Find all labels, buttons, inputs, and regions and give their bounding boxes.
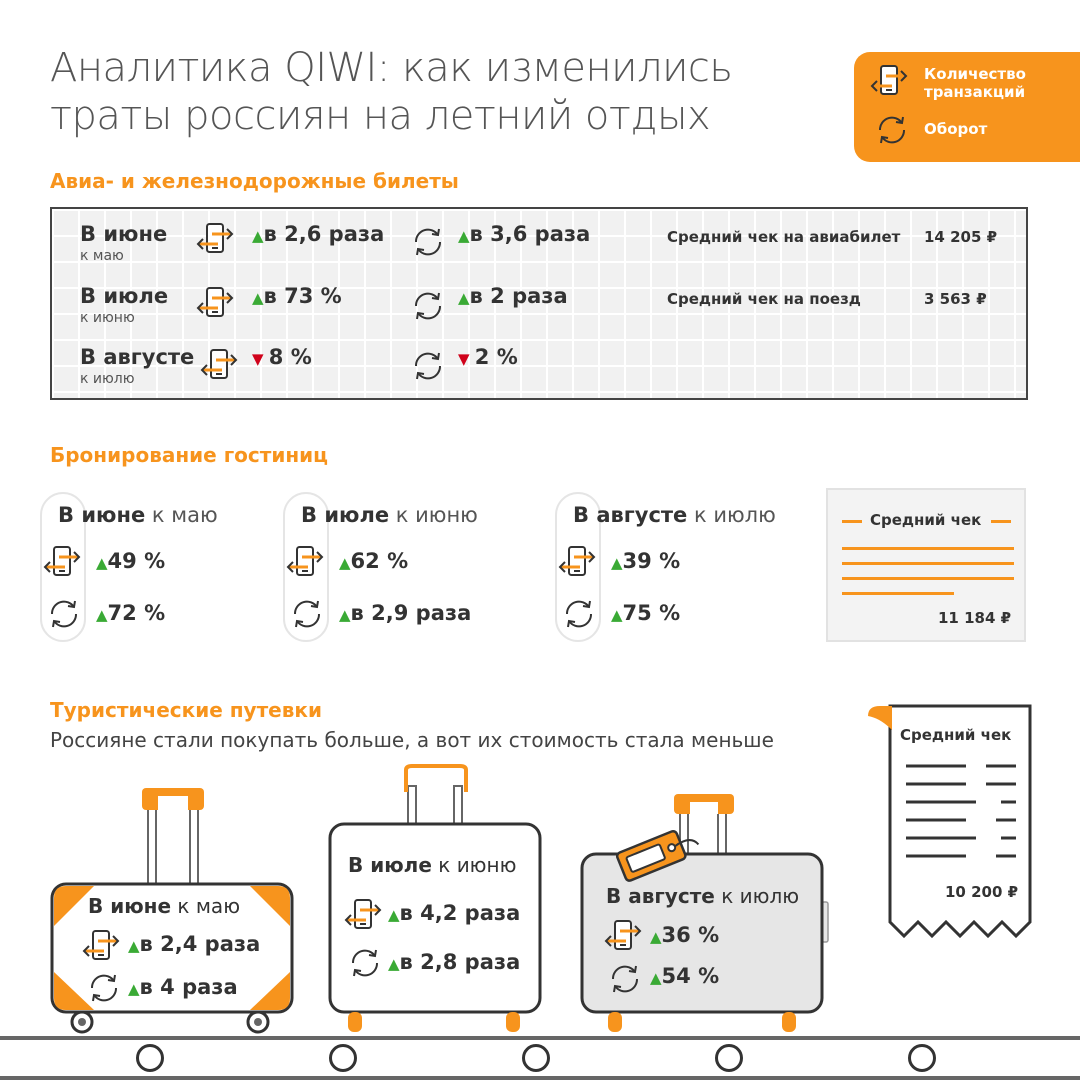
conveyor-belt-bottom	[0, 1076, 1080, 1080]
tour2-month: В июле к июню	[348, 853, 517, 877]
conveyor-roller	[715, 1044, 743, 1072]
phone-arrows-icon	[84, 929, 120, 961]
cycle-arrows-icon	[412, 290, 446, 322]
tickets-row1-sub: к маю	[80, 248, 124, 264]
hotel1-month: В июне к маю	[58, 503, 218, 527]
phone-arrows-icon	[288, 545, 324, 577]
cycle-arrows-icon	[88, 972, 122, 1004]
up-arrow-icon: ▲	[388, 906, 400, 924]
conveyor-roller	[136, 1044, 164, 1072]
tickets-row2-tx: ▲в 73 %	[252, 284, 342, 308]
receipt-line	[842, 577, 1014, 580]
hotels-section-title: Бронирование гостиниц	[50, 443, 329, 467]
hotel2-turnover: ▲в 2,9 раза	[339, 601, 472, 625]
tour1-month: В июне к маю	[88, 894, 241, 918]
hotel3-month: В августе к июлю	[573, 503, 776, 527]
tickets-row2-turnover: ▲в 2 раза	[458, 284, 568, 308]
up-arrow-icon: ▲	[96, 554, 108, 572]
tickets-section-title: Авиа- и железнодорожные билеты	[50, 169, 459, 193]
legend-transactions: Количество транзакций	[924, 65, 1026, 101]
tours-avg-value: 10 200 ₽	[945, 883, 1019, 901]
legend-box	[854, 52, 1080, 162]
up-arrow-icon: ▲	[611, 606, 623, 624]
up-arrow-icon: ▲	[252, 227, 264, 245]
hotel3-turnover: ▲75 %	[611, 601, 681, 625]
hotel2-tx: ▲62 %	[339, 549, 409, 573]
conveyor-roller	[522, 1044, 550, 1072]
avg-air-value: 14 205 ₽	[924, 228, 998, 246]
up-arrow-icon: ▲	[128, 980, 140, 998]
tickets-row2-sub: к июню	[80, 310, 135, 326]
conveyor-roller	[329, 1044, 357, 1072]
receipt-line	[842, 592, 954, 595]
phone-arrows-icon	[872, 64, 908, 96]
tickets-row3-tx: ▼ 8 %	[252, 345, 312, 369]
avg-air-label: Средний чек на авиабилет	[667, 228, 901, 246]
up-arrow-icon: ▲	[650, 969, 662, 987]
hotel3-tx: ▲39 %	[611, 549, 681, 573]
tours-subtitle: Россияне стали покупать больше, а вот их стоимость стала меньше	[50, 728, 774, 752]
receipt-line	[842, 520, 862, 523]
up-arrow-icon: ▲	[339, 606, 351, 624]
cycle-arrows-icon	[412, 350, 446, 382]
legend-turnover: Оборот	[924, 120, 988, 138]
tickets-row3-sub: к июлю	[80, 371, 135, 387]
avg-train-label: Средний чек на поезд	[667, 290, 861, 308]
receipt-line	[842, 547, 1014, 550]
tickets-row3-turnover: ▼ 2 %	[458, 345, 518, 369]
phone-arrows-icon	[198, 222, 234, 254]
up-arrow-icon: ▲	[96, 606, 108, 624]
tickets-row1-tx: ▲в 2,6 раза	[252, 222, 385, 246]
hotel1-turnover: ▲72 %	[96, 601, 166, 625]
conveyor-roller	[908, 1044, 936, 1072]
phone-arrows-icon	[560, 545, 596, 577]
down-arrow-icon: ▼	[252, 350, 269, 368]
down-arrow-icon: ▼	[458, 350, 475, 368]
suitcase-august-icon	[580, 792, 832, 1036]
tours-section-title: Туристические путевки	[50, 698, 322, 722]
cycle-arrows-icon	[291, 598, 325, 630]
tickets-row1-month: В июне	[80, 222, 168, 246]
phone-arrows-icon	[198, 286, 234, 318]
tickets-row3-month: В августе	[80, 345, 195, 369]
hotel-avg-value: 11 184 ₽	[938, 609, 1012, 627]
phone-arrows-icon	[45, 545, 81, 577]
up-arrow-icon: ▲	[128, 937, 140, 955]
up-arrow-icon: ▲	[252, 289, 264, 307]
conveyor-belt-top	[0, 1036, 1080, 1040]
tour2-tx: ▲в 4,2 раза	[388, 901, 521, 925]
tickets-row1-turnover: ▲в 3,6 раза	[458, 222, 591, 246]
up-arrow-icon: ▲	[650, 928, 662, 946]
cycle-arrows-icon	[349, 947, 383, 979]
cycle-arrows-icon	[563, 598, 597, 630]
tour3-tx: ▲36 %	[650, 923, 720, 947]
phone-arrows-icon	[346, 898, 382, 930]
phone-arrows-icon	[202, 348, 238, 380]
cycle-arrows-icon	[412, 226, 446, 258]
hotel-avg-label: Средний чек	[870, 511, 982, 529]
page-title: Аналитика QIWI: как изменились траты россиян на летний отдых	[50, 45, 733, 139]
cycle-arrows-icon	[876, 114, 910, 146]
up-arrow-icon: ▲	[611, 554, 623, 572]
tour3-month: В августе к июлю	[606, 884, 800, 908]
up-arrow-icon: ▲	[388, 955, 400, 973]
tour1-tx: ▲в 2,4 раза	[128, 932, 261, 956]
cycle-arrows-icon	[609, 963, 643, 995]
up-arrow-icon: ▲	[458, 289, 470, 307]
hotel2-month: В июле к июню	[301, 503, 478, 527]
tours-avg-label: Средний чек	[900, 726, 1012, 744]
hotel-avg-receipt	[826, 488, 1026, 642]
hotel1-tx: ▲49 %	[96, 549, 166, 573]
tickets-row2-month: В июле	[80, 284, 169, 308]
cycle-arrows-icon	[48, 598, 82, 630]
receipt-line	[991, 520, 1011, 523]
receipt-line	[842, 562, 1014, 565]
tour1-turnover: ▲в 4 раза	[128, 975, 238, 999]
up-arrow-icon: ▲	[339, 554, 351, 572]
avg-train-value: 3 563 ₽	[924, 290, 987, 308]
up-arrow-icon: ▲	[458, 227, 470, 245]
tour2-turnover: ▲в 2,8 раза	[388, 950, 521, 974]
phone-arrows-icon	[606, 919, 642, 951]
tour3-turnover: ▲54 %	[650, 964, 720, 988]
